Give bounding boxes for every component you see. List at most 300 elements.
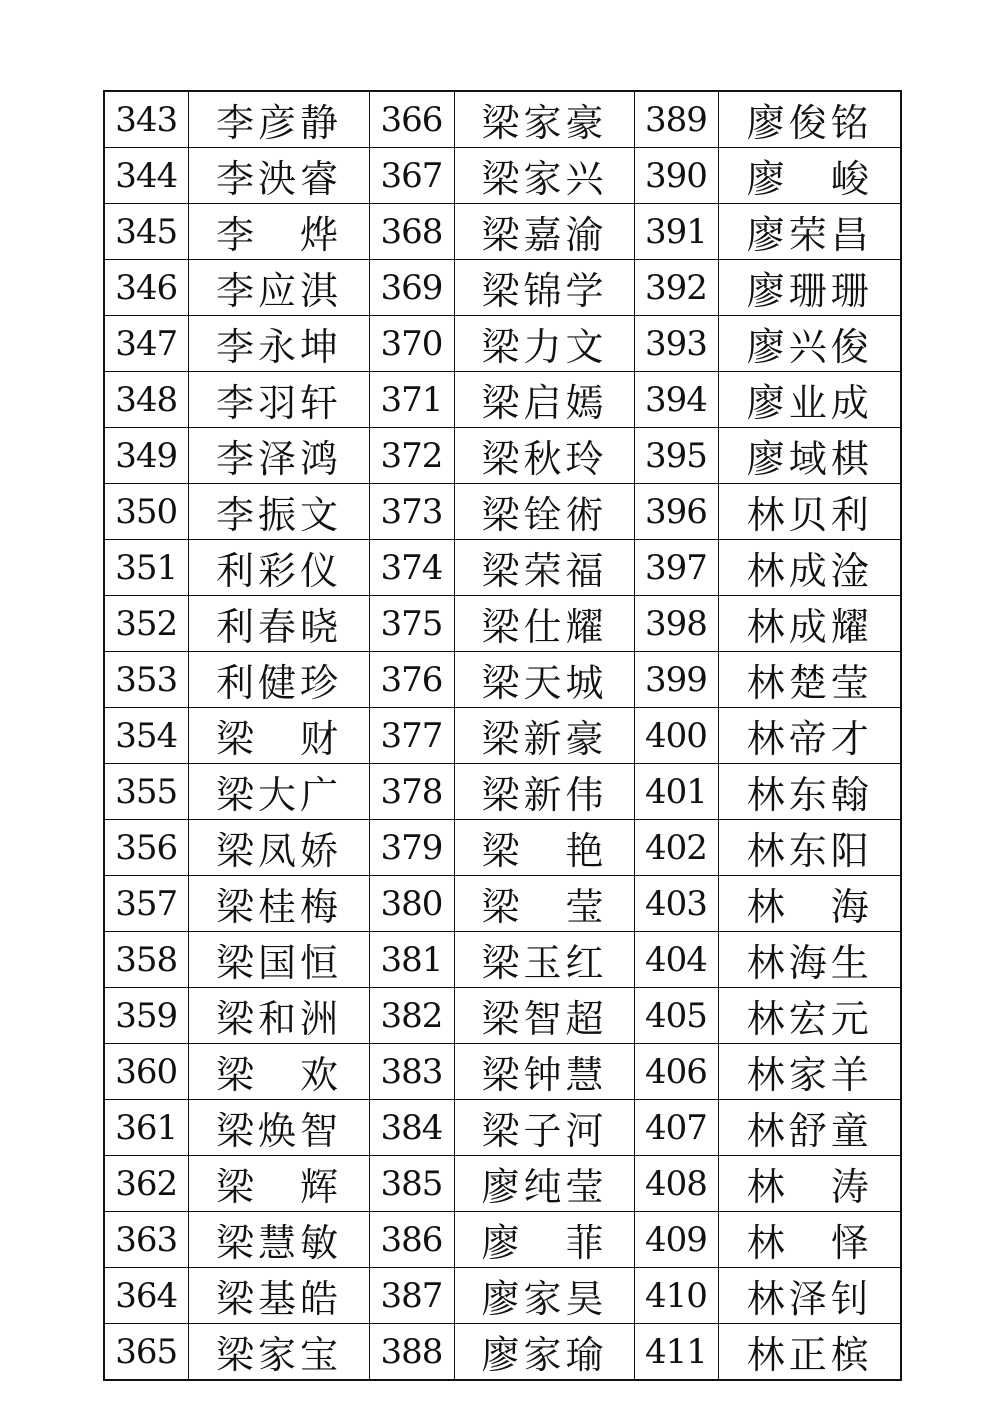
- person-name: 梁秋玲: [481, 437, 607, 481]
- number-cell: [104, 932, 188, 988]
- number-cell: [634, 148, 718, 204]
- table-row: [104, 932, 901, 988]
- person-name: 梁国恒: [216, 941, 341, 985]
- number-cell: [634, 91, 718, 148]
- person-name: 梁钟慧: [481, 1053, 607, 1097]
- person-name: 林成淦: [746, 549, 872, 593]
- number-cell: [634, 1156, 718, 1212]
- name-cell: [454, 820, 634, 876]
- person-name: 梁子河: [481, 1109, 607, 1153]
- row-number: 367: [380, 155, 443, 196]
- person-name: 李永坤: [216, 325, 341, 369]
- row-number: 364: [115, 1275, 178, 1316]
- name-cell: [188, 596, 369, 652]
- person-name: 林 海: [746, 885, 872, 929]
- name-cell: [188, 988, 369, 1044]
- name-cell: [188, 876, 369, 932]
- row-number: 347: [115, 323, 178, 364]
- name-cell: [188, 1268, 369, 1324]
- row-number: 382: [380, 995, 443, 1036]
- number-cell: [369, 91, 454, 148]
- name-cell: [188, 1100, 369, 1156]
- row-number: 405: [645, 995, 707, 1036]
- name-cell: [188, 932, 369, 988]
- number-cell: [634, 708, 718, 764]
- row-number: 359: [115, 995, 178, 1036]
- name-cell: [718, 932, 901, 988]
- person-name: 林家羊: [746, 1053, 872, 1097]
- number-cell: [104, 1156, 188, 1212]
- row-number: 392: [645, 267, 707, 308]
- name-cell: [188, 204, 369, 260]
- row-number: 379: [380, 827, 443, 868]
- number-cell: [104, 372, 188, 428]
- name-cell: [718, 91, 901, 148]
- number-cell: [104, 91, 188, 148]
- row-number: 365: [115, 1331, 178, 1372]
- row-number: 353: [115, 659, 178, 700]
- person-name: 李应淇: [216, 269, 341, 313]
- name-cell: [718, 1100, 901, 1156]
- person-name: 林贝利: [746, 493, 872, 537]
- table-row: [104, 652, 901, 708]
- row-number: 348: [115, 379, 178, 420]
- person-name: 梁 财: [216, 717, 341, 761]
- name-cell: [454, 1044, 634, 1100]
- row-number: 393: [645, 323, 707, 364]
- person-name: 梁焕智: [216, 1109, 341, 1153]
- name-cell: [454, 316, 634, 372]
- person-name: 梁嘉渝: [481, 213, 607, 257]
- row-number: 387: [380, 1275, 443, 1316]
- number-cell: [104, 820, 188, 876]
- row-number: 373: [380, 491, 443, 532]
- person-name: 廖俊铭: [746, 101, 872, 145]
- row-number: 368: [380, 211, 443, 252]
- row-number: 406: [645, 1051, 707, 1092]
- name-cell: [718, 708, 901, 764]
- name-cell: [454, 1212, 634, 1268]
- row-number: 391: [645, 211, 707, 252]
- row-number: 386: [380, 1219, 443, 1260]
- number-cell: [634, 260, 718, 316]
- row-number: 357: [115, 883, 178, 924]
- name-cell: [454, 148, 634, 204]
- number-cell: [369, 708, 454, 764]
- row-number: 399: [645, 659, 707, 700]
- number-cell: [369, 316, 454, 372]
- table-row: [104, 148, 901, 204]
- person-name: 廖荣昌: [746, 213, 872, 257]
- row-number: 378: [380, 771, 443, 812]
- name-cell: [718, 260, 901, 316]
- person-name: 李振文: [216, 493, 341, 537]
- person-name: 林 涛: [746, 1165, 872, 1209]
- person-name: 梁荣福: [481, 549, 607, 593]
- person-name: 廖珊珊: [746, 269, 872, 313]
- person-name: 廖兴俊: [746, 325, 872, 369]
- person-name: 林楚莹: [746, 661, 872, 705]
- row-number: 408: [645, 1163, 707, 1204]
- table-row: [104, 708, 901, 764]
- number-cell: [634, 1324, 718, 1381]
- name-cell: [454, 988, 634, 1044]
- person-name: 梁大广: [216, 773, 341, 817]
- person-name: 林成耀: [746, 605, 872, 649]
- number-cell: [634, 764, 718, 820]
- person-name: 梁铨術: [481, 493, 607, 537]
- name-cell: [188, 708, 369, 764]
- number-cell: [104, 652, 188, 708]
- name-cell: [718, 372, 901, 428]
- person-name: 梁天城: [481, 661, 607, 705]
- row-number: 370: [380, 323, 443, 364]
- person-name: 李泱睿: [216, 157, 341, 201]
- name-cell: [718, 540, 901, 596]
- number-cell: [369, 540, 454, 596]
- row-number: 375: [380, 603, 443, 644]
- name-cell: [188, 1212, 369, 1268]
- row-number: 401: [645, 771, 707, 812]
- row-number: 403: [645, 883, 707, 924]
- row-number: 384: [380, 1107, 443, 1148]
- row-number: 380: [380, 883, 443, 924]
- person-name: 廖家昊: [481, 1277, 607, 1321]
- row-number: 395: [645, 435, 707, 476]
- number-cell: [369, 1044, 454, 1100]
- table-row: [104, 316, 901, 372]
- number-cell: [104, 1212, 188, 1268]
- person-name: 利彩仪: [216, 549, 341, 593]
- row-number: 354: [115, 715, 178, 756]
- row-number: 362: [115, 1163, 178, 1204]
- number-cell: [634, 988, 718, 1044]
- number-cell: [634, 428, 718, 484]
- person-name: 梁玉红: [481, 941, 607, 985]
- number-cell: [104, 260, 188, 316]
- number-cell: [104, 428, 188, 484]
- number-cell: [634, 932, 718, 988]
- number-cell: [634, 820, 718, 876]
- row-number: 352: [115, 603, 178, 644]
- name-cell: [454, 428, 634, 484]
- person-name: 廖 峻: [746, 157, 872, 201]
- number-cell: [369, 428, 454, 484]
- name-cell: [454, 1156, 634, 1212]
- number-cell: [634, 652, 718, 708]
- person-name: 梁家豪: [481, 101, 607, 145]
- person-name: 廖纯莹: [481, 1165, 607, 1209]
- person-name: 李泽鸿: [216, 437, 341, 481]
- table-row: [104, 1100, 901, 1156]
- number-cell: [369, 596, 454, 652]
- name-cell: [454, 204, 634, 260]
- number-cell: [369, 1324, 454, 1381]
- row-number: 363: [115, 1219, 178, 1260]
- name-cell: [718, 1044, 901, 1100]
- name-cell: [454, 1268, 634, 1324]
- number-cell: [369, 260, 454, 316]
- row-number: 372: [380, 435, 443, 476]
- row-number: 390: [645, 155, 707, 196]
- number-cell: [104, 1268, 188, 1324]
- table-row: [104, 1324, 901, 1381]
- row-number: 366: [380, 99, 443, 140]
- row-number: 398: [645, 603, 707, 644]
- row-number: 377: [380, 715, 443, 756]
- name-cell: [718, 988, 901, 1044]
- name-cell: [188, 260, 369, 316]
- table-row: [104, 1268, 901, 1324]
- person-name: 林海生: [746, 941, 872, 985]
- number-cell: [104, 596, 188, 652]
- person-name: 廖 菲: [481, 1221, 607, 1265]
- number-cell: [634, 1100, 718, 1156]
- person-name: 梁慧敏: [216, 1221, 341, 1265]
- name-cell: [718, 820, 901, 876]
- number-cell: [104, 148, 188, 204]
- row-number: 407: [645, 1107, 707, 1148]
- name-cell: [718, 1156, 901, 1212]
- row-number: 351: [115, 547, 178, 588]
- row-number: 360: [115, 1051, 178, 1092]
- name-cell: [188, 484, 369, 540]
- person-name: 梁启嫣: [481, 381, 607, 425]
- name-cell: [718, 204, 901, 260]
- name-cell: [718, 484, 901, 540]
- name-list-table: [103, 90, 902, 1381]
- number-cell: [634, 596, 718, 652]
- number-cell: [104, 876, 188, 932]
- row-number: 394: [645, 379, 707, 420]
- table-row: [104, 1212, 901, 1268]
- person-name: 梁力文: [481, 325, 607, 369]
- table-row: [104, 428, 901, 484]
- person-name: 廖域棋: [746, 437, 872, 481]
- number-cell: [369, 764, 454, 820]
- name-cell: [718, 316, 901, 372]
- name-cell: [718, 764, 901, 820]
- person-name: 梁和洲: [216, 997, 341, 1041]
- table-row: [104, 876, 901, 932]
- row-number: 349: [115, 435, 178, 476]
- person-name: 梁 辉: [216, 1165, 341, 1209]
- number-cell: [634, 1212, 718, 1268]
- person-name: 利健珍: [216, 661, 341, 705]
- person-name: 梁新豪: [481, 717, 607, 761]
- row-number: 389: [645, 99, 707, 140]
- name-cell: [188, 652, 369, 708]
- number-cell: [634, 316, 718, 372]
- number-cell: [104, 204, 188, 260]
- number-cell: [104, 1100, 188, 1156]
- person-name: 李彦静: [216, 101, 341, 145]
- table-row: [104, 484, 901, 540]
- row-number: 385: [380, 1163, 443, 1204]
- name-cell: [454, 91, 634, 148]
- name-cell: [718, 148, 901, 204]
- number-cell: [369, 820, 454, 876]
- person-name: 梁桂梅: [216, 885, 341, 929]
- row-number: 411: [645, 1331, 707, 1372]
- number-cell: [369, 1100, 454, 1156]
- row-number: 346: [115, 267, 178, 308]
- name-cell: [454, 1100, 634, 1156]
- name-cell: [188, 1324, 369, 1381]
- name-cell: [454, 708, 634, 764]
- row-number: 343: [115, 99, 178, 140]
- person-name: 林舒童: [746, 1109, 872, 1153]
- person-name: 李 烨: [216, 213, 341, 257]
- number-cell: [369, 1212, 454, 1268]
- number-cell: [634, 372, 718, 428]
- number-cell: [104, 540, 188, 596]
- number-cell: [634, 1268, 718, 1324]
- number-cell: [369, 204, 454, 260]
- number-cell: [104, 708, 188, 764]
- person-name: 梁 欢: [216, 1053, 341, 1097]
- table-row: [104, 204, 901, 260]
- row-number: 376: [380, 659, 443, 700]
- name-cell: [188, 1044, 369, 1100]
- person-name: 林东阳: [746, 829, 872, 873]
- table-row: [104, 540, 901, 596]
- person-name: 李羽轩: [216, 381, 341, 425]
- table-row: [104, 764, 901, 820]
- name-cell: [454, 764, 634, 820]
- person-name: 廖业成: [746, 381, 872, 425]
- name-cell: [188, 316, 369, 372]
- name-cell: [188, 764, 369, 820]
- person-name: 林宏元: [746, 997, 872, 1041]
- person-name: 廖家瑜: [481, 1333, 607, 1377]
- number-cell: [104, 1324, 188, 1381]
- table-row: [104, 91, 901, 148]
- name-cell: [454, 540, 634, 596]
- person-name: 梁基皓: [216, 1277, 341, 1321]
- person-name: 梁新伟: [481, 773, 607, 817]
- row-number: 374: [380, 547, 443, 588]
- name-cell: [188, 372, 369, 428]
- table-row: [104, 988, 901, 1044]
- number-cell: [369, 1268, 454, 1324]
- row-number: 361: [115, 1107, 178, 1148]
- table-row: [104, 372, 901, 428]
- person-name: 梁 艳: [481, 829, 607, 873]
- number-cell: [369, 372, 454, 428]
- number-cell: [369, 652, 454, 708]
- name-cell: [718, 1324, 901, 1381]
- table-body: [104, 91, 901, 1380]
- number-cell: [369, 988, 454, 1044]
- number-cell: [634, 540, 718, 596]
- name-cell: [454, 932, 634, 988]
- number-cell: [634, 876, 718, 932]
- name-cell: [454, 1324, 634, 1381]
- name-cell: [454, 876, 634, 932]
- name-cell: [188, 148, 369, 204]
- person-name: 梁锦学: [481, 269, 607, 313]
- row-number: 397: [645, 547, 707, 588]
- row-number: 409: [645, 1219, 707, 1260]
- person-name: 梁凤娇: [216, 829, 341, 873]
- row-number: 350: [115, 491, 178, 532]
- person-name: 利春晓: [216, 605, 341, 649]
- row-number: 381: [380, 939, 443, 980]
- row-number: 383: [380, 1051, 443, 1092]
- name-cell: [718, 428, 901, 484]
- person-name: 梁智超: [481, 997, 607, 1041]
- name-cell: [188, 1156, 369, 1212]
- person-name: 林 怿: [746, 1221, 872, 1265]
- name-cell: [454, 484, 634, 540]
- number-cell: [634, 484, 718, 540]
- table-row: [104, 1044, 901, 1100]
- row-number: 371: [380, 379, 443, 420]
- number-cell: [634, 204, 718, 260]
- row-number: 358: [115, 939, 178, 980]
- row-number: 344: [115, 155, 178, 196]
- name-cell: [454, 596, 634, 652]
- number-cell: [104, 1044, 188, 1100]
- person-name: 林正槟: [746, 1333, 872, 1377]
- row-number: 396: [645, 491, 707, 532]
- number-cell: [369, 932, 454, 988]
- row-number: 402: [645, 827, 707, 868]
- person-name: 林帝才: [746, 717, 872, 761]
- row-number: 356: [115, 827, 178, 868]
- table-row: [104, 260, 901, 316]
- name-cell: [718, 652, 901, 708]
- name-cell: [454, 260, 634, 316]
- row-number: 369: [380, 267, 443, 308]
- name-cell: [718, 1268, 901, 1324]
- name-cell: [718, 876, 901, 932]
- name-cell: [454, 372, 634, 428]
- number-cell: [104, 316, 188, 372]
- number-cell: [634, 1044, 718, 1100]
- number-cell: [369, 876, 454, 932]
- table-row: [104, 1156, 901, 1212]
- person-name: 梁 莹: [481, 885, 607, 929]
- table-row: [104, 820, 901, 876]
- person-name: 梁家兴: [481, 157, 607, 201]
- name-cell: [188, 540, 369, 596]
- name-cell: [718, 1212, 901, 1268]
- number-cell: [369, 484, 454, 540]
- name-cell: [188, 91, 369, 148]
- name-cell: [718, 596, 901, 652]
- row-number: 410: [645, 1275, 707, 1316]
- person-name: 林东翰: [746, 773, 872, 817]
- name-cell: [188, 820, 369, 876]
- number-cell: [104, 484, 188, 540]
- row-number: 355: [115, 771, 178, 812]
- row-number: 345: [115, 211, 178, 252]
- name-cell: [454, 652, 634, 708]
- row-number: 404: [645, 939, 707, 980]
- number-cell: [369, 1156, 454, 1212]
- number-cell: [104, 988, 188, 1044]
- number-cell: [369, 148, 454, 204]
- row-number: 400: [645, 715, 707, 756]
- person-name: 林泽钊: [746, 1277, 872, 1321]
- person-name: 梁家宝: [216, 1333, 341, 1377]
- row-number: 388: [380, 1331, 443, 1372]
- name-cell: [188, 428, 369, 484]
- table-row: [104, 596, 901, 652]
- number-cell: [104, 764, 188, 820]
